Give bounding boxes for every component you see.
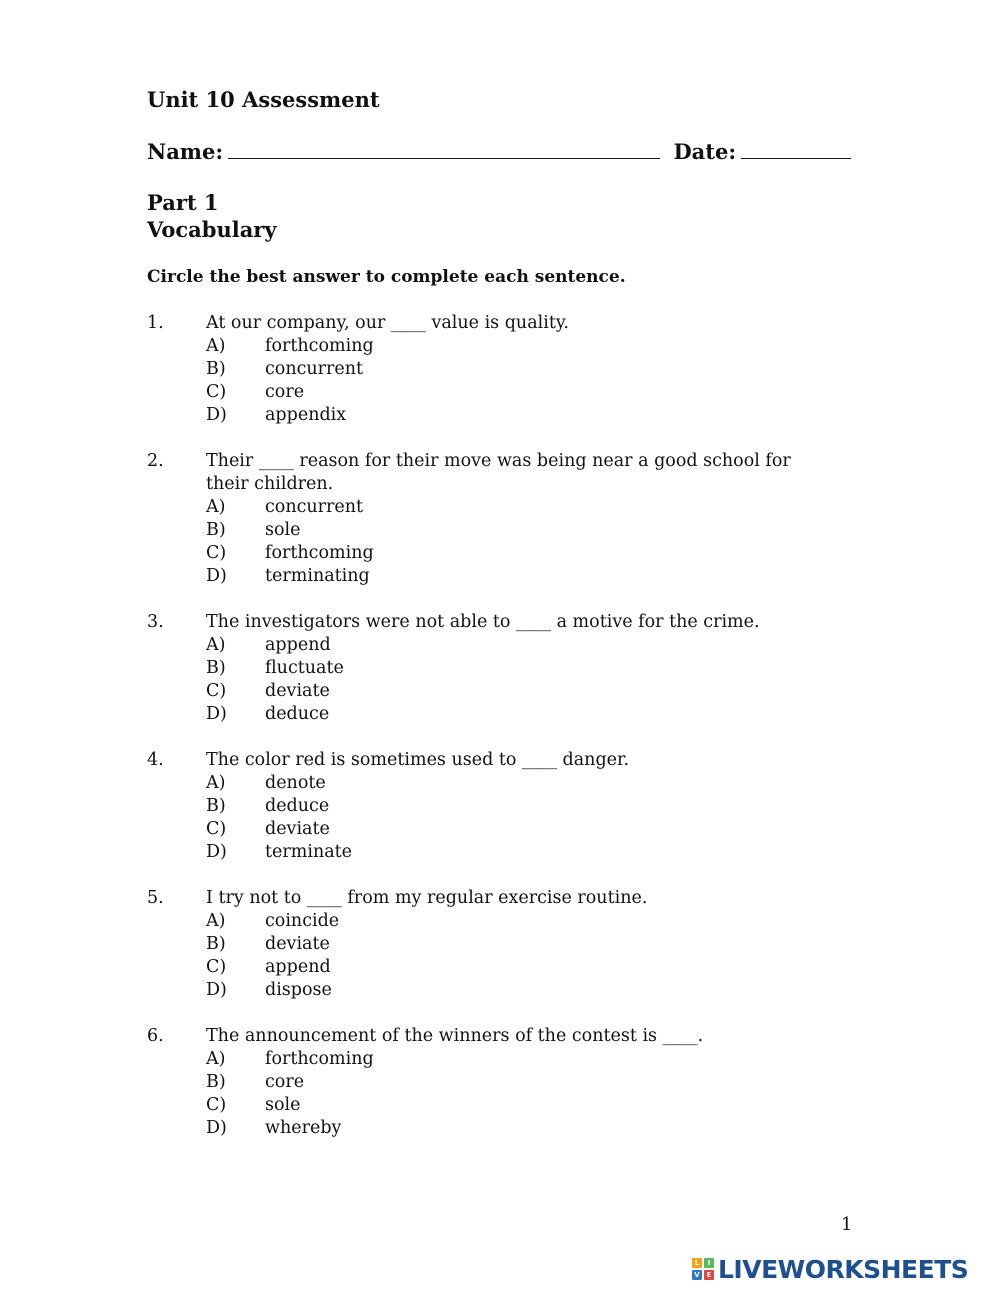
option-letter: A) xyxy=(206,336,226,356)
answer-option[interactable] xyxy=(206,956,847,979)
answer-option[interactable] xyxy=(206,1117,847,1140)
answer-option[interactable] xyxy=(206,818,847,841)
option-text: denote xyxy=(265,773,326,793)
option-text: concurrent xyxy=(265,497,364,517)
option-text: append xyxy=(265,957,331,977)
option-letter: A) xyxy=(206,635,226,655)
option-letter: B) xyxy=(206,796,226,816)
question-number: 4. xyxy=(147,750,164,770)
name-label: Name: xyxy=(147,139,224,164)
answer-option[interactable] xyxy=(206,404,847,427)
answer-option[interactable] xyxy=(206,772,847,795)
option-text: sole xyxy=(265,520,301,540)
worksheet-title: Unit 10 Assessment xyxy=(147,87,380,112)
question-text: At our company, our ____ value is quality. xyxy=(206,313,569,333)
option-letter: A) xyxy=(206,497,226,517)
option-letter: C) xyxy=(206,819,227,839)
instruction-text: Circle the best answer to complete each sentence. xyxy=(147,267,626,287)
option-letter: C) xyxy=(206,382,227,402)
option-text: deduce xyxy=(265,704,330,724)
question-number: 3. xyxy=(147,612,164,632)
option-text: dispose xyxy=(265,980,332,1000)
question-number: 5. xyxy=(147,888,164,908)
question-text: The color red is sometimes used to ____ danger. xyxy=(206,750,630,770)
option-text: appendix xyxy=(265,405,347,425)
option-text: terminate xyxy=(265,842,353,862)
answer-option[interactable] xyxy=(206,519,847,542)
date-blank-line[interactable] xyxy=(741,136,851,159)
option-letter: C) xyxy=(206,543,227,563)
option-text: forthcoming xyxy=(265,336,374,356)
answer-option[interactable] xyxy=(206,565,847,588)
question-number: 6. xyxy=(147,1026,164,1046)
brand-footer xyxy=(692,1254,968,1284)
answer-option[interactable] xyxy=(206,496,847,519)
option-letter: D) xyxy=(206,1118,227,1138)
question-text: I try not to ____ from my regular exercise routine. xyxy=(206,888,648,908)
option-letter: D) xyxy=(206,980,227,1000)
question-item xyxy=(147,749,847,864)
question-item xyxy=(147,312,847,427)
question-list xyxy=(147,312,847,1163)
logo-square: V xyxy=(692,1270,702,1280)
option-text: deviate xyxy=(265,681,330,701)
answer-option[interactable] xyxy=(206,358,847,381)
date-label: Date: xyxy=(673,139,737,164)
option-letter: D) xyxy=(206,566,227,586)
answer-option[interactable] xyxy=(206,335,847,358)
part-number: Part 1 xyxy=(147,190,219,215)
brand-name: LIVEWORKSHEETS xyxy=(718,1254,969,1284)
option-text: forthcoming xyxy=(265,1049,374,1069)
option-letter: D) xyxy=(206,842,227,862)
option-text: append xyxy=(265,635,331,655)
question-text: Their ____ reason for their move was being near a good school for their children. xyxy=(206,451,791,494)
option-letter: D) xyxy=(206,405,227,425)
option-text: forthcoming xyxy=(265,543,374,563)
option-letter: B) xyxy=(206,934,226,954)
question-item xyxy=(147,1025,847,1140)
answer-option[interactable] xyxy=(206,542,847,565)
question-number: 2. xyxy=(147,451,164,471)
answer-option[interactable] xyxy=(206,979,847,1002)
option-text: coincide xyxy=(265,911,340,931)
option-letter: B) xyxy=(206,520,226,540)
logo-square: L xyxy=(692,1258,702,1268)
question-item xyxy=(147,611,847,726)
question-item xyxy=(147,887,847,1002)
question-number: 1. xyxy=(147,313,164,333)
option-letter: A) xyxy=(206,911,226,931)
option-letter: A) xyxy=(206,1049,226,1069)
answer-option[interactable] xyxy=(206,910,847,933)
answer-option[interactable] xyxy=(206,680,847,703)
option-text: core xyxy=(265,382,305,402)
option-text: terminating xyxy=(265,566,370,586)
option-letter: B) xyxy=(206,1072,226,1092)
option-letter: B) xyxy=(206,359,226,379)
option-text: deduce xyxy=(265,796,330,816)
answer-option[interactable] xyxy=(206,933,847,956)
page-number: 1 xyxy=(841,1214,853,1235)
option-text: deviate xyxy=(265,934,330,954)
liveworksheets-logo-icon xyxy=(692,1258,714,1280)
answer-option[interactable] xyxy=(206,1071,847,1094)
option-text: deviate xyxy=(265,819,330,839)
answer-option[interactable] xyxy=(206,795,847,818)
option-text: sole xyxy=(265,1095,301,1115)
option-letter: D) xyxy=(206,704,227,724)
question-text: The announcement of the winners of the contest is ____. xyxy=(206,1026,704,1046)
answer-option[interactable] xyxy=(206,657,847,680)
answer-option[interactable] xyxy=(206,381,847,404)
option-text: fluctuate xyxy=(265,658,344,678)
part-name: Vocabulary xyxy=(147,217,277,242)
option-letter: B) xyxy=(206,658,226,678)
question-item xyxy=(147,450,847,588)
question-text: The investigators were not able to ____ a motive for the crime. xyxy=(206,612,760,632)
answer-option[interactable] xyxy=(206,634,847,657)
option-letter: C) xyxy=(206,1095,227,1115)
option-text: concurrent xyxy=(265,359,364,379)
option-letter: A) xyxy=(206,773,226,793)
answer-option[interactable] xyxy=(206,1094,847,1117)
answer-option[interactable] xyxy=(206,1048,847,1071)
option-text: core xyxy=(265,1072,305,1092)
option-letter: C) xyxy=(206,957,227,977)
answer-option[interactable] xyxy=(206,841,847,864)
option-text: whereby xyxy=(265,1118,342,1138)
name-blank-line[interactable] xyxy=(228,136,660,159)
part-heading xyxy=(147,189,277,243)
logo-square: I xyxy=(704,1258,714,1268)
logo-square: E xyxy=(704,1270,714,1280)
option-letter: C) xyxy=(206,681,227,701)
name-date-row xyxy=(147,136,851,166)
answer-option[interactable] xyxy=(206,703,847,726)
